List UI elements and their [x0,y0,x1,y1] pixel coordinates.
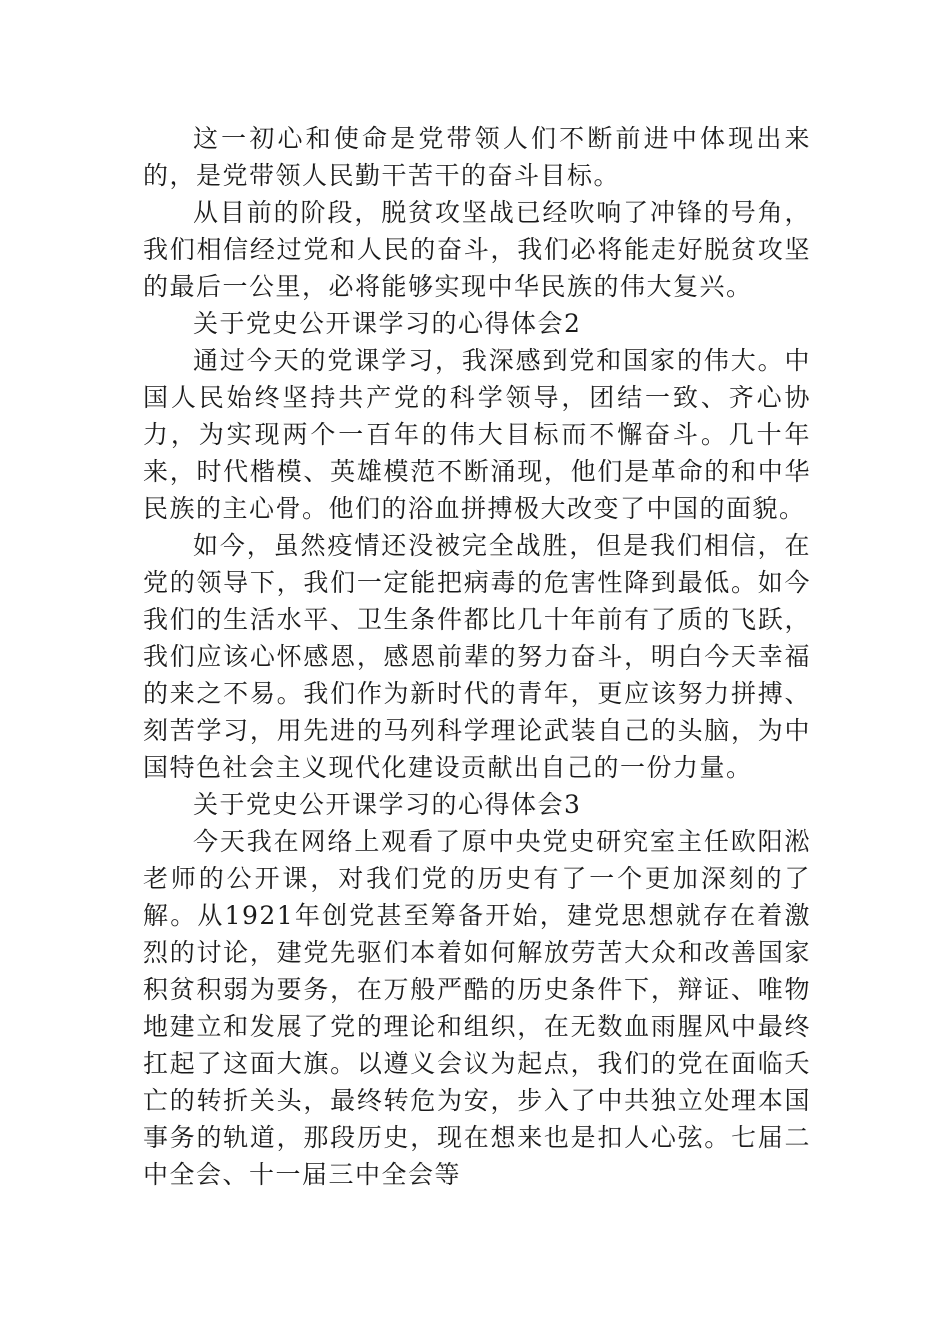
document-body [143,120,811,1193]
body-paragraph: 通过今天的党课学习，我深感到党和国家的伟大。中国人民始终坚持共产党的科学领导，团结一致、齐心协力，为实现两个一百年的伟大目标而不懈奋斗。几十年来，时代楷模、英雄模范不断涌现，他们是革命的和中华民族的主心骨。他们的浴血拼搏极大改变了中国的面貌。 [143,346,811,523]
body-paragraph: 从目前的阶段，脱贫攻坚战已经吹响了冲锋的号角，我们相信经过党和人民的奋斗，我们必将能走好脱贫攻坚的最后一公里，必将能够实现中华民族的伟大复兴。 [143,198,811,301]
body-paragraph: 如今，虽然疫情还没被完全战胜，但是我们相信，在党的领导下，我们一定能把病毒的危害性降到最低。如今我们的生活水平、卫生条件都比几十年前有了质的飞跃，我们应该心怀感恩，感恩前辈的努力奋斗，明白今天幸福的来之不易。我们作为新时代的青年，更应该努力拼搏、刻苦学习，用先进的马列科学理论武装自己的头脑，为中国特色社会主义现代化建设贡献出自己的一份力量。 [143,531,811,782]
body-paragraph: 这一初心和使命是党带领人们不断前进中体现出来的，是党带领人民勤干苦干的奋斗目标。 [143,124,811,190]
section-heading: 关于党史公开课学习的心得体会3 [193,790,582,819]
section-heading: 关于党史公开课学习的心得体会2 [193,309,582,338]
body-paragraph: 今天我在网络上观看了原中央党史研究室主任欧阳淞老师的公开课，对我们党的历史有了一个更加深刻的了解。从1921年创党甚至筹备开始，建党思想就存在着激烈的讨论，建党先驱们本着如何解放劳苦大众和改善国家积贫积弱为要务，在万般严酷的历史条件下，辩证、唯物地建立和发展了党的理论和组织，在无数血雨腥风中最终扛起了这面大旗。以遵义会议为起点，我们的党在面临夭亡的转折关头，最终转危为安，步入了中共独立处理本国事务的轨道，那段历史，现在想来也是扣人心弦。七届二中全会、十一届三中全会等 [143,827,811,1189]
